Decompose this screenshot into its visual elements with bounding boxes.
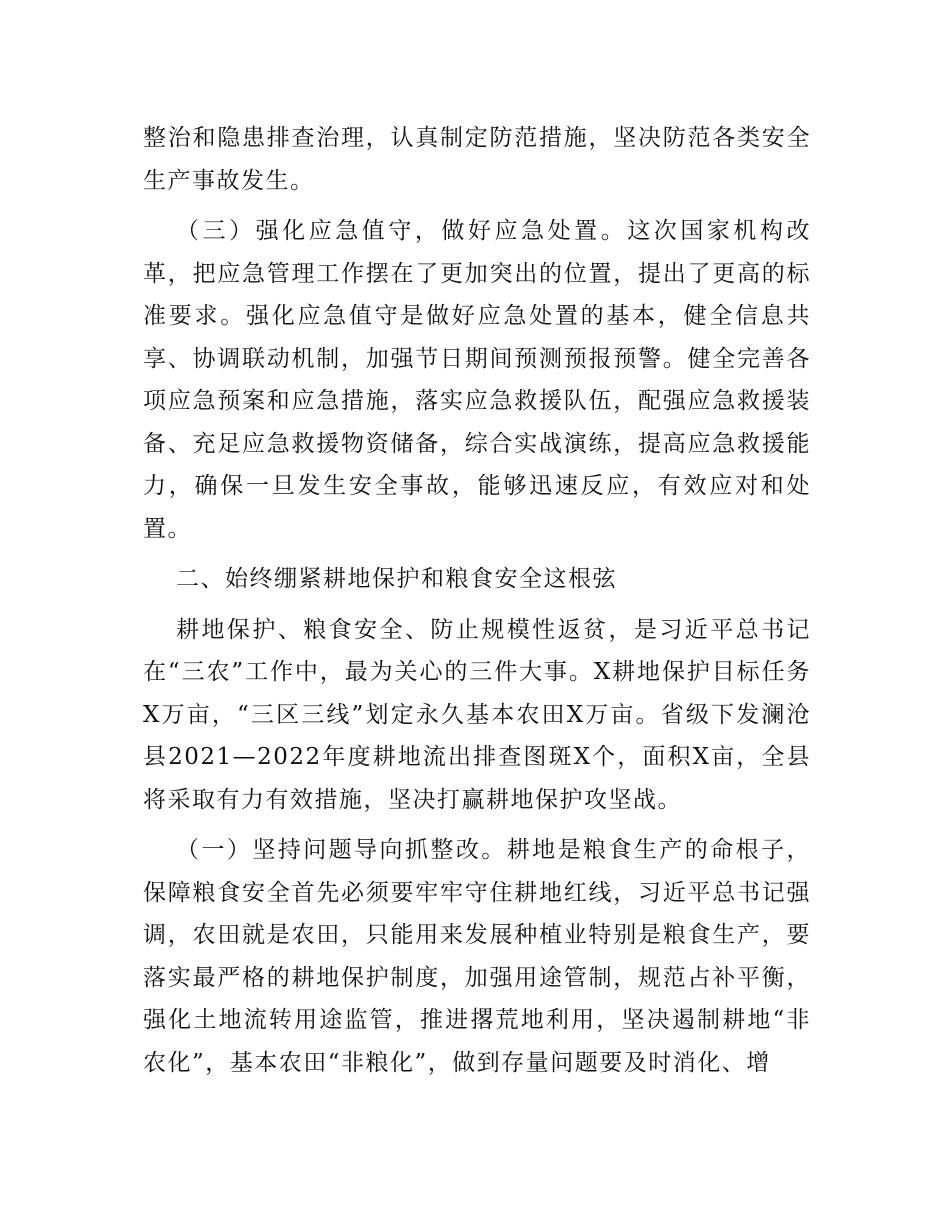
- document-body: [143, 117, 811, 1092]
- paragraph-continued: 整治和隐患排查治理，认真制定防范措施，坚决防范各类安全生产事故发生。: [143, 125, 811, 194]
- section-heading-farmland: 二、始终绷紧耕地保护和粮食安全这根弦: [176, 566, 617, 592]
- paragraph-farmland-intro: 耕地保护、粮食安全、防止规模性返贫，是习近平总书记在“三农”工作中，最为关心的三件大事。X耕地保护目标任务X万亩，“三区三线”划定永久基本农田X万亩。省级下发澜沧县2021—2022年度耕地流出排查图斑X个，面积X亩，全县将采取有力有效措施，坚决打赢耕地保护攻坚战。: [143, 616, 811, 813]
- paragraph-problem-oriented: （一）坚持问题导向抓整改。耕地是粮食生产的命根子，保障粮食安全首先必须要牢牢守住耕地红线，习近平总书记强调，农田就是农田，只能用来发展种植业特别是粮食生产，要落实最严格的耕地保护制度，加强用途管制，规范占补平衡，强化土地流转用途监管，推进撂荒地利用，坚决遏制耕地“非农化”，基本农田“非粮化”，做到存量问题要及时消化、增: [143, 837, 811, 1076]
- paragraph-emergency-duty: （三）强化应急值守，做好应急处置。这次国家机构改革，把应急管理工作摆在了更加突出的位置，提出了更高的标准要求。强化应急值守是做好应急处置的基本，健全信息共享、协调联动机制，加强节日期间预测预报预警。健全完善各项应急预案和应急措施，落实应急救援队伍，配强应急救援装备、充足应急救援物资储备，综合实战演练，提高应急救援能力，确保一旦发生安全事故，能够迅速反应，有效应对和处置。: [143, 218, 811, 542]
